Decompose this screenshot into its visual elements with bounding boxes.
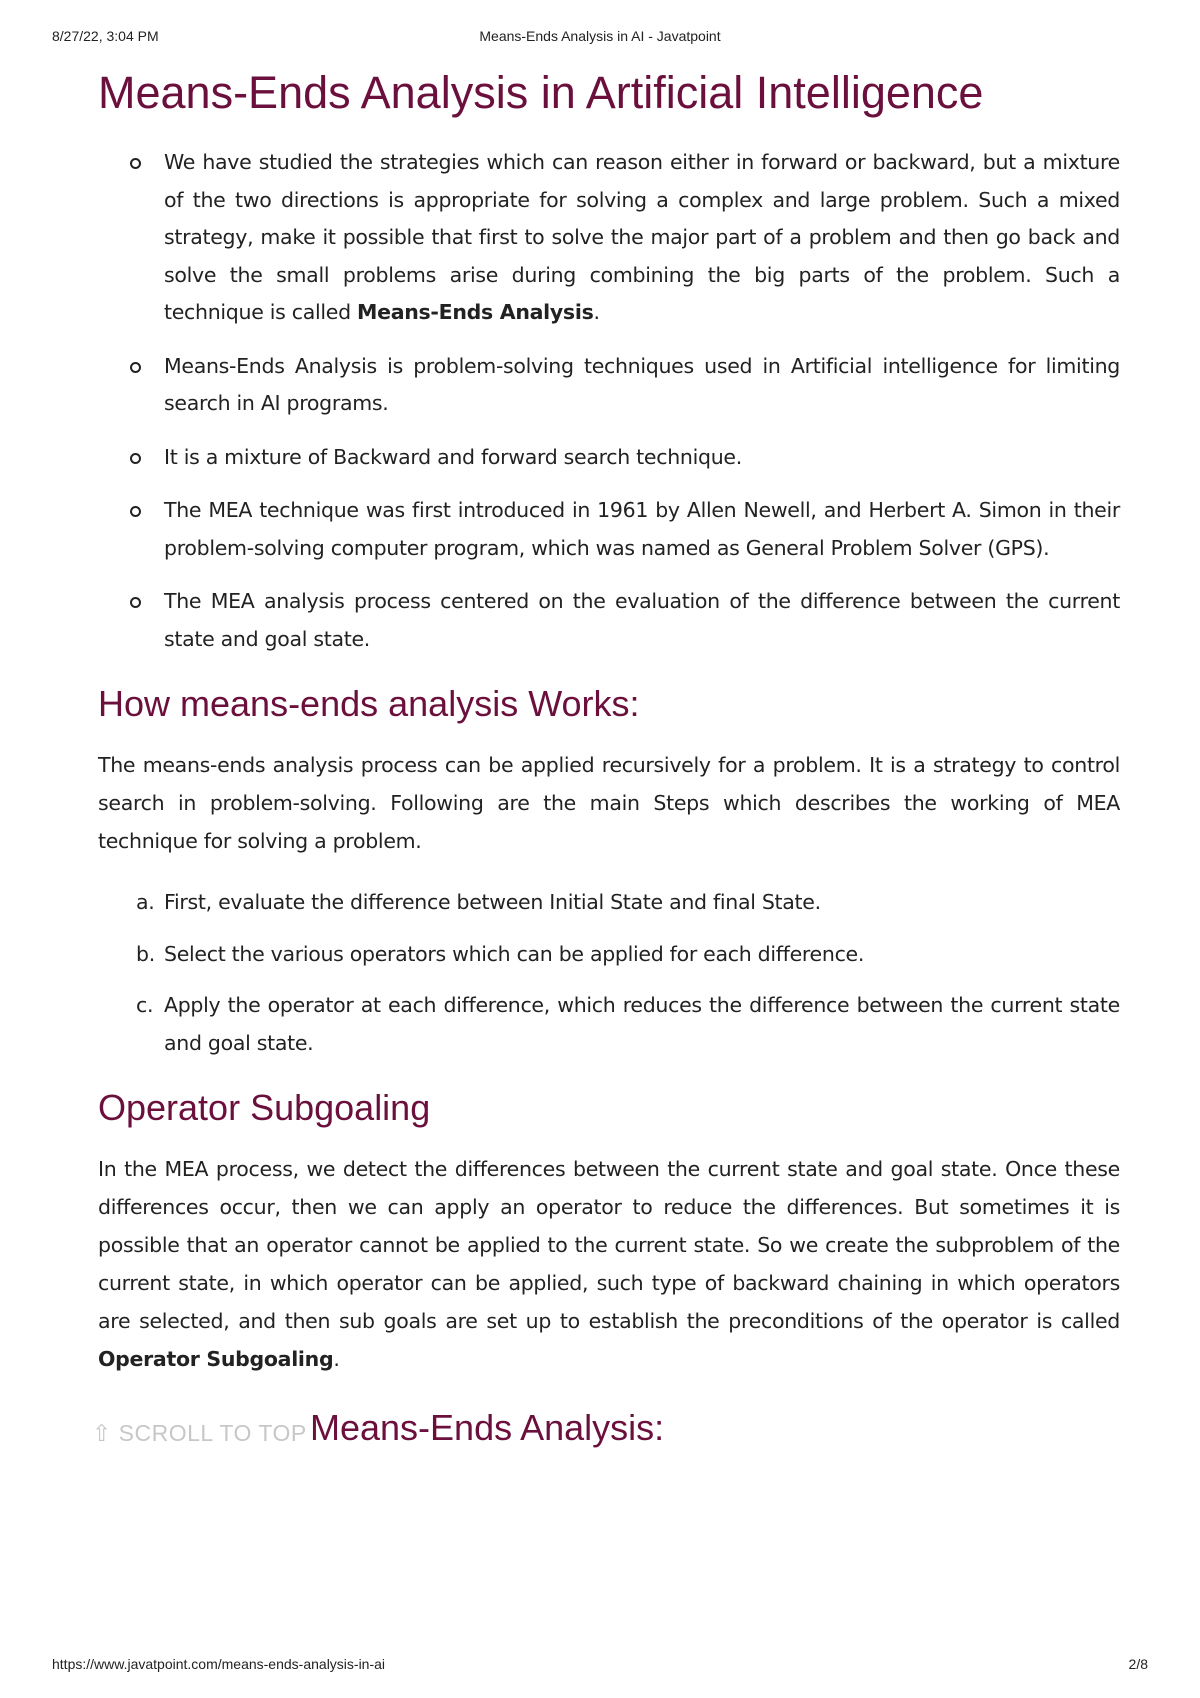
list-item: The MEA technique was first introduced in 1961 by Allen Newell, and Herbert A. Simon in their problem-solving computer program, which was named as General Problem Solver (GPS). bbox=[164, 492, 1120, 567]
list-item: a. First, evaluate the difference between Initial State and final State. bbox=[164, 884, 1120, 922]
how-paragraph: The means-ends analysis process can be applied recursively for a problem. It is a strategy to control search in problem-solving. Following are the main Steps which describes the working of MEA technique for solving a problem. bbox=[98, 753, 1120, 853]
list-item: Means-Ends Analysis is problem-solving techniques used in Artificial intelligence for limiting search in AI programs. bbox=[164, 348, 1120, 423]
section-title-how: How means-ends analysis Works: bbox=[98, 683, 640, 724]
bold-term: Means-Ends Analysis bbox=[357, 300, 594, 324]
section-title-operator: Operator Subgoaling bbox=[98, 1087, 431, 1128]
print-date: 8/27/22, 3:04 PM bbox=[52, 28, 159, 44]
page-title: Means-Ends Analysis in Artificial Intelligence bbox=[98, 67, 984, 118]
bold-term: Operator Subgoaling bbox=[98, 1347, 334, 1371]
article-content bbox=[92, 62, 1120, 1456]
section-title-mea: Means-Ends Analysis: bbox=[310, 1407, 665, 1448]
intro-bullet-list bbox=[98, 144, 1120, 658]
print-footer bbox=[52, 1656, 1148, 1676]
scroll-row bbox=[92, 1400, 1120, 1456]
list-marker: b. bbox=[136, 941, 155, 966]
print-doc-title: Means-Ends Analysis in AI - Javatpoint bbox=[479, 28, 721, 44]
page-url: https://www.javatpoint.com/means-ends-analysis-in-ai bbox=[52, 1656, 386, 1672]
list-marker: a. bbox=[136, 890, 155, 914]
list-item: We have studied the strategies which can reason either in forward or backward, but a mixture of the two directions is appropriate for solving a complex and large problem. Such a mixed strategy, make it possible that first to solve the major part of a problem and then go back and solve the small problems arise during combining the big parts of the problem. Such a technique is called Means-Ends Analysis. bbox=[164, 144, 1120, 332]
list-item: c. Apply the operator at each difference, which reduces the difference between the current state and goal state. bbox=[164, 987, 1120, 1062]
print-header bbox=[52, 28, 1148, 48]
list-item: The MEA analysis process centered on the evaluation of the difference between the current state and goal state. bbox=[164, 583, 1120, 658]
scroll-to-top-link[interactable]: ⇧ SCROLL TO TOP bbox=[92, 1420, 307, 1446]
steps-list bbox=[98, 884, 1120, 1062]
operator-paragraph: In the MEA process, we detect the differences between the current state and goal state. Once these differences occur, then we can apply an operator to reduce the differences. But sometimes it is possible that an operator cannot be applied to the current state. So we create the subproblem of the current state, in which operator can be applied, such type of backward chaining in which operators are selected, and then sub goals are set up to establish the preconditions of the operator is called Operator Subgoaling. bbox=[98, 1157, 1120, 1371]
list-item: b. Select the various operators which can be applied for each difference. bbox=[164, 936, 1120, 974]
page-number: 2/8 bbox=[1128, 1656, 1148, 1672]
list-item: It is a mixture of Backward and forward search technique. bbox=[164, 439, 1120, 477]
list-marker: c. bbox=[136, 993, 154, 1017]
